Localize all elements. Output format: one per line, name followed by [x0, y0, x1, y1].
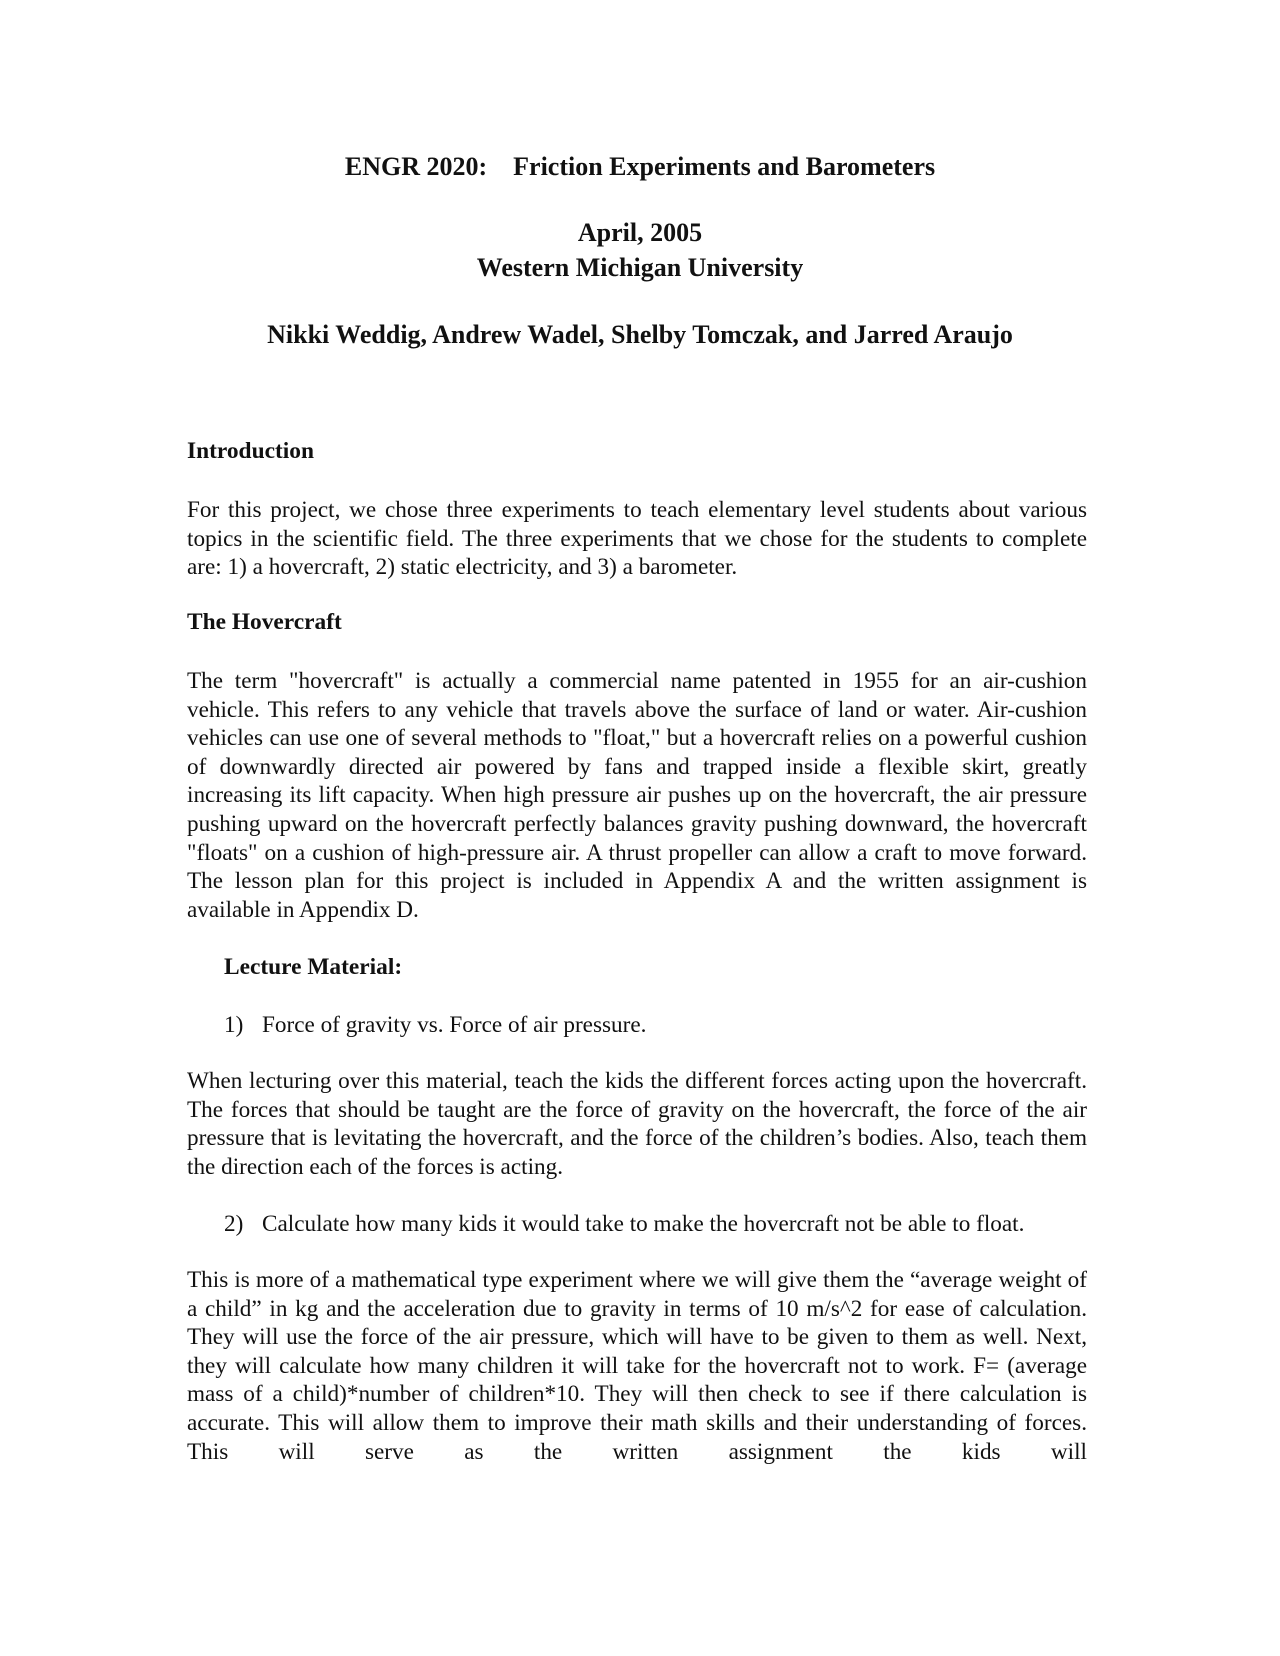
hovercraft-text: The term "hovercraft" is actually a commercial name patented in 1955 for an air-cushion vehicle. This refers to any vehicle that travels above the surface of land or water. Air-cushion vehicles can use one of several methods to "float," but a hovercraft relies on a powerful cushion of downwardly directed air powered by fans and trapped inside a flexible skirt, greatly increasing its lift capacity. When high pressure air pushes up on the hovercraft, the air pressure pushing upward on the hovercraft perfectly balances gravity pushing downward, the hovercraft "floats" on a cushion of high-pressure air. A thrust propeller can allow a craft to move forward. The lesson plan for this project is included in Appendix A and the written assignment is available in Appendix D.	[187, 668, 1087, 923]
list-item-text: Calculate how many kids it would take to make the hovercraft not be able to float.	[262, 1211, 1025, 1237]
introduction-heading: Introduction	[187, 438, 314, 464]
author-list: Nikki Weddig, Andrew Wadel, Shelby Tomczak, and Jarred Araujo	[267, 320, 1013, 349]
calculation-paragraph	[187, 1266, 1087, 1495]
university-name: Western Michigan University	[476, 253, 804, 282]
lecture-text: When lecturing over this material, teach the kids the different forces acting upon the hovercraft. The forces that should be taught are the force of gravity on the hovercraft, the force of the air pressure that is levitating the hovercraft, and the force of the children’s bodies. Also, teach them the direction each of the forces is acting.	[187, 1068, 1087, 1180]
introduction-text: For this project, we chose three experiments to teach elementary level students about various topics in the scientific field. The three experiments that we chose for the students to complete are: 1) a hovercraft, 2) static electricity, and 3) a barometer.	[187, 497, 1087, 581]
title-text: Friction Experiments and Barometers	[513, 152, 936, 181]
course-code: ENGR 2020:	[344, 152, 488, 181]
introduction-paragraph	[187, 496, 1087, 582]
list-item-number: 2)	[224, 1211, 244, 1237]
document-title	[0, 150, 1280, 184]
list-item	[224, 1209, 1024, 1239]
document-date: April, 2005	[577, 218, 703, 247]
hovercraft-heading: The Hovercraft	[187, 609, 342, 635]
list-item-number: 1)	[224, 1012, 244, 1038]
list-item	[224, 1010, 646, 1040]
list-item-text: Force of gravity vs. Force of air pressure.	[262, 1012, 647, 1038]
calculation-text: This is more of a mathematical type experiment where we will give them the “average weight of a child” in kg and the acceleration due to gravity in terms of 10 m/s^2 for ease of calculation. They will use the force of the air pressure, which will have to be given to them as well. Next, they will calculate how many children it will take for the hovercraft not to work. F= (average mass of a child)*number of children*10. They will then check to see if there calculation is accurate. This will allow them to improve their math skills and their understanding of forces. This will serve as the written assignment the kids will	[187, 1267, 1087, 1465]
hovercraft-paragraph	[187, 667, 1087, 924]
lecture-paragraph	[187, 1067, 1087, 1181]
lecture-material-heading: Lecture Material:	[224, 954, 403, 980]
